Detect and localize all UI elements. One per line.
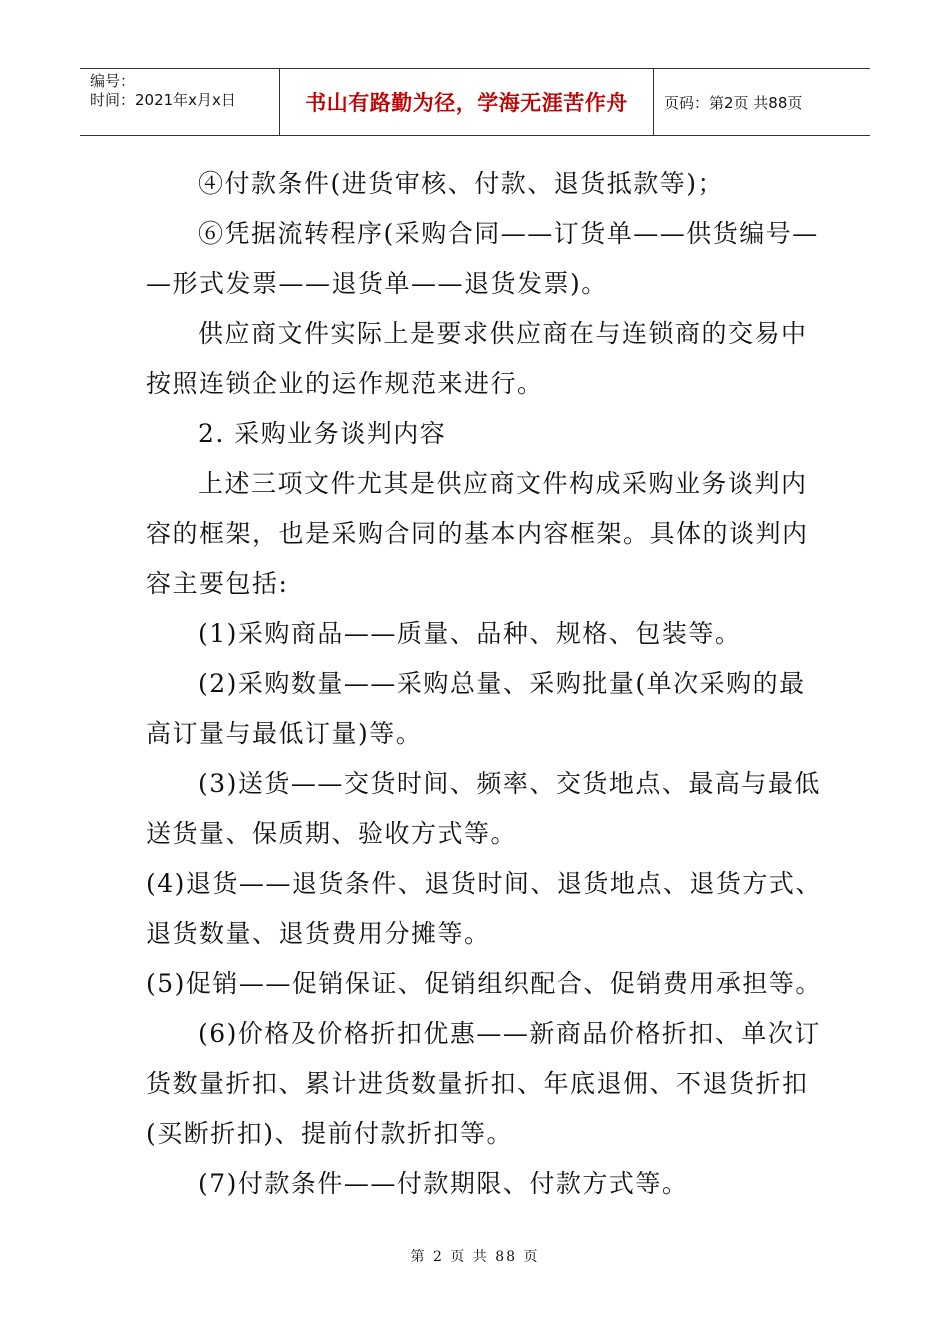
page-footer: 第 2 页 共 88 页 xyxy=(410,1249,540,1265)
text-line: —形式发票——退货单——退货发票)。 xyxy=(146,269,608,298)
section-heading: 2. 采购业务谈判内容 xyxy=(198,419,447,448)
header-page-info: 页码：第2页 共88页 xyxy=(664,93,803,112)
header-meta-cell xyxy=(80,69,280,135)
list-item: (7)付款条件——付款期限、付款方式等。 xyxy=(198,1169,689,1198)
code-label: 编号： xyxy=(90,72,136,90)
text-line: 退货数量、退货费用分摊等。 xyxy=(146,919,491,948)
list-item: (6)价格及价格折扣优惠——新商品价格折扣、单次订 xyxy=(198,1019,821,1048)
date-label: 时间：2021年x月x日 xyxy=(90,91,236,109)
text-line: (买断折扣)、提前付款折扣等。 xyxy=(146,1119,514,1148)
list-item: (4)退货——退货条件、退货时间、退货地点、退货方式、 xyxy=(146,869,822,898)
list-item: (5)促销——促销保证、促销组织配合、促销费用承担等。 xyxy=(146,969,822,998)
list-item: (1)采购商品——质量、品种、规格、包装等。 xyxy=(198,619,742,648)
list-item: (3)送货——交货时间、频率、交货地点、最高与最低 xyxy=(198,769,821,798)
text-line: ④付款条件(进货审核、付款、退货抵款等)； xyxy=(198,169,725,198)
text-line: ⑥凭据流转程序(采购合同——订货单——供货编号— xyxy=(198,219,819,248)
text-line: 容主要包括: xyxy=(146,569,289,598)
header-motto: 书山有路勤为径，学海无涯苦作舟 xyxy=(280,69,654,135)
text-line: 供应商文件实际上是要求供应商在与连锁商的交易中 xyxy=(198,319,808,348)
text-line: 送货量、保质期、验收方式等。 xyxy=(146,819,518,848)
text-line: 按照连锁企业的运作规范来进行。 xyxy=(146,369,544,398)
text-line: 高订量与最低订量)等。 xyxy=(146,719,423,748)
page-header xyxy=(80,68,870,136)
text-line: 货数量折扣、累计进货数量折扣、年底退佣、不退货折扣 xyxy=(146,1069,809,1098)
list-item: (2)采购数量——采购总量、采购批量(单次采购的最 xyxy=(198,669,806,698)
text-line: 容的框架，也是采购合同的基本内容框架。具体的谈判内 xyxy=(146,519,809,548)
text-line: 上述三项文件尤其是供应商文件构成采购业务谈判内 xyxy=(198,469,808,498)
